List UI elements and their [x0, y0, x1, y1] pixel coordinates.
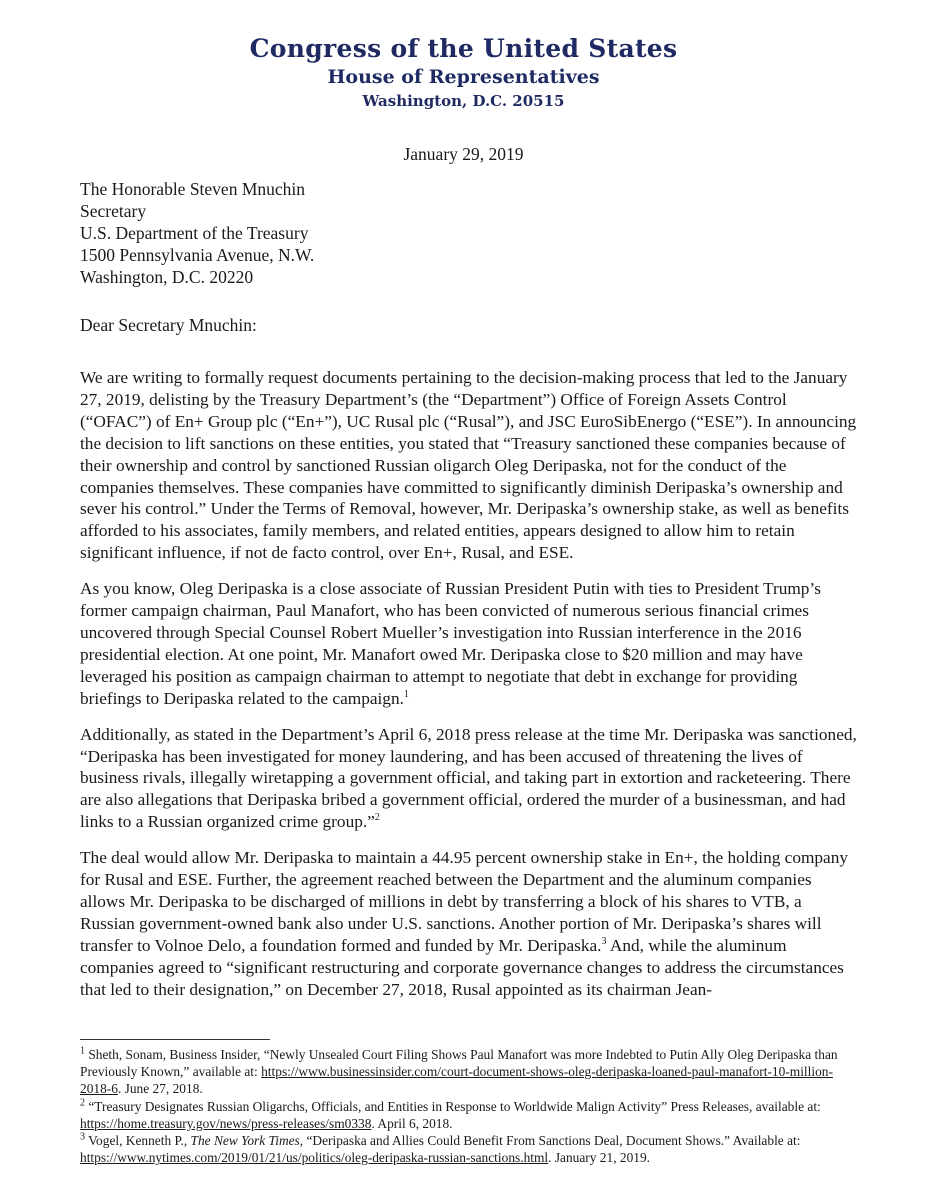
footnote-3 — [80, 1132, 850, 1166]
salutation: Dear Secretary Mnuchin: — [80, 315, 257, 335]
paragraph-1-text: We are writing to formally request documents pertaining to the decision-making process that led to the January 27, 2019, delisting by the Treasury Department’s (the “Department”) Office of Foreign Assets Control (“OFAC”) of En+ Group plc (“En+”), UC Rusal plc (“Rusal”), and JSC EuroSibEnergo (“ESE”). In announcing the decision to lift sanctions on these entities, you stated that “Treasury sanctioned these companies because of their ownership and control by sanctioned Russian oligarch Oleg Deripaska, not for the conduct of the companies themselves. These companies have committed to significantly diminish Deripaska’s ownership and sever his control.” Under the Terms of Removal, however, Mr. Deripaska’s ownership stake, as well as benefits afforded to his associates, family members, and related entities, appears designed to allow him to retain significant influence, if not de facto control, over En+, Rusal, and ESE. — [80, 368, 857, 563]
letter-body — [80, 367, 860, 1014]
footnote-3-text: , “Deripaska and Allies Could Benefit From Sanctions Deal, Document Shows.” Available at: — [299, 1133, 801, 1149]
recipient-street: 1500 Pennsylvania Avenue, N.W. — [80, 245, 315, 265]
recipient-title: Secretary — [80, 201, 147, 221]
recipient-address — [80, 178, 314, 288]
footnote-3-number: 3 — [80, 1131, 85, 1143]
footnote-1-text: Sheth, Sonam, Business Insider, “Newly Unsealed Court Filing Shows Paul Manafort was more Indebted to Putin Ally Oleg Deripaska than Previously Known,” available at: — [80, 1047, 838, 1080]
footnote-1-date: . June 27, 2018. — [117, 1081, 203, 1097]
footnote-1-link[interactable]: https://www.businessinsider.com/court-document-shows-oleg-deripaska-loaned-paul-manafort-10-million-2018-6 — [80, 1064, 833, 1097]
paragraph-4-text-b: And, while the aluminum companies agreed to “significant restructuring and corporate governance changes to address the circumstances that led to their designation,” on December 27, 2018, Rusal appointed as its chairman Jean- — [80, 935, 844, 999]
paragraph-3 — [80, 724, 860, 834]
paragraph-4 — [80, 847, 860, 1000]
letterhead-house: House of Representatives — [327, 66, 600, 88]
recipient-department: U.S. Department of the Treasury — [80, 223, 309, 243]
footnote-3-date: . January 21, 2019. — [548, 1150, 651, 1166]
letterhead-congress: Congress of the United States — [249, 34, 678, 63]
footnote-1-number: 1 — [80, 1045, 85, 1057]
footnote-2-number: 2 — [80, 1097, 85, 1109]
footnote-2 — [80, 1098, 850, 1132]
footnote-1 — [80, 1046, 850, 1098]
footnote-3-author: Vogel, Kenneth P., — [85, 1133, 191, 1149]
letterhead-address: Washington, D.C. 20515 — [362, 92, 565, 110]
paragraph-2 — [80, 578, 860, 709]
footnote-divider — [80, 1039, 270, 1040]
footnote-ref-3[interactable]: 3 — [601, 935, 607, 947]
footnote-ref-1[interactable]: 1 — [403, 688, 409, 700]
footnote-2-date: . April 6, 2018. — [371, 1115, 453, 1131]
paragraph-1 — [80, 367, 860, 564]
footnote-ref-2[interactable]: 2 — [374, 812, 380, 824]
recipient-name: The Honorable Steven Mnuchin — [80, 179, 306, 199]
footnote-2-link[interactable]: https://home.treasury.gov/news/press-releases/sm0338 — [80, 1115, 372, 1131]
paragraph-4-text-a: The deal would allow Mr. Deripaska to maintain a 44.95 percent ownership stake in En+, the holding company for Rusal and ESE. Further, the agreement reached between the Department and the aluminum companies allows Mr. Deripaska to be discharged of millions in debt by transferring a block of his shares to VTB, a Russian government-owned bank also under U.S. sanctions. Another portion of Mr. Deripaska’s shares will transfer to Volnoe Delo, a foundation formed and funded by Mr. Deripaska. — [80, 848, 849, 955]
footnote-3-publication: The New York Times — [190, 1133, 300, 1149]
footnote-2-text: “Treasury Designates Russian Oligarchs, Officials, and Entities in Response to Worldwide Malign Activity” Press Releases, available at: — [85, 1098, 821, 1114]
paragraph-3-text: Additionally, as stated in the Department’s April 6, 2018 press release at the time Mr. Deripaska was sanctioned, “Deripaska has been investigated for money laundering, and has been accused of threatening the lives of business rivals, illegally wiretapping a government official, and taking part in extortion and racketeering. There are also allegations that Deripaska bribed a government official, ordered the murder of a businessman, and had links to a Russian organized crime group.” — [80, 724, 857, 832]
letter-date: January 29, 2019 — [403, 144, 524, 164]
paragraph-2-text: As you know, Oleg Deripaska is a close associate of Russian President Putin with ties to President Trump’s former campaign chairman, Paul Manafort, who has been convicted of numerous serious financial crimes uncovered through Special Counsel Robert Mueller’s investigation into Russian interference in the 2016 presidential election. At one point, Mr. Manafort owed Mr. Deripaska close to $20 million and may have leveraged his position as campaign chairman to attempt to negotiate that debt in exchange for providing briefings to Deripaska related to the campaign. — [80, 579, 821, 708]
footnote-3-link[interactable]: https://www.nytimes.com/2019/01/21/us/politics/oleg-deripaska-russian-sanctions.html — [80, 1150, 549, 1166]
letterhead — [0, 34, 927, 112]
footnotes — [80, 1046, 850, 1166]
recipient-city: Washington, D.C. 20220 — [80, 267, 254, 287]
